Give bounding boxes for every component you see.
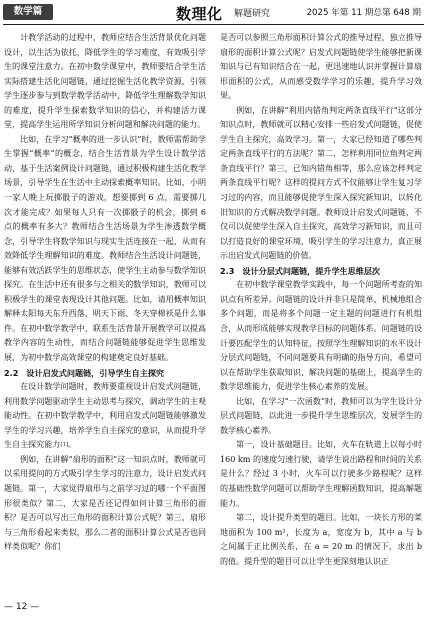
paragraph: 第一，设计基础题目。比如，火车在轨道上以每小时 160 km 的速度匀速行驶，请学生说出路程和时间的关系是什么？经过 3 小时，火车可以行驶多少路程呢？这样的基础性数学问题可以帮助学生理解函数知识，提高解题能力。 (220, 440, 422, 508)
paragraph: 计教学活动的过程中，教师应结合生活背景优化问题设计，以生活为依托，降低学生的学习难度，有效吸引学生的课堂注意力。在初中数学课堂中，教师要结合学生活实际搭建生活化问题链，通过挖掘生活化教学资源，引领学生逐步参与到数学教学活动中，降低学生理解数学知识的难度，提升学生探索数学知识的信心，并构建活力课堂，提高学生运用所学知识分析问题和解决问题的能力。 (4, 33, 206, 130)
journal-name: 数理化 (176, 5, 223, 23)
section-tag: 数学篇 (3, 4, 53, 20)
journal-subtitle: 解题研究 (234, 9, 271, 19)
issue-info: 2025 年第 11 期总第 648 期 (306, 8, 421, 18)
right-column (220, 31, 422, 569)
header-divider (3, 24, 424, 25)
paragraph: 例如，在讲解“利用内错角判定两条直线平行”这部分知识点时，教师就可以精心安排一些启发式问题链，促使学生自主探究，高效学习。第一，大家已经知道了哪些判定两条直线平行的方法呢？第二，怎样利用同位角判定两条直线平行？第三，已知内错角相等，那么应该怎样判定两条直线平行呢？这样的提问方式不仅能够让学生复习学习过的内容，而且能够促使学生深入探究新知识，以转化旧知识的方式解决数学问题。教师设计启发式问题链，不仅可以促使学生深入自主探究，高效学习新知识，而且可以打造良好的课堂环境，吸引学生的学习注意力，真正展示出启发式问题链的价值。 (220, 105, 422, 261)
paragraph: 例如，在讲解“扇形的面积”这一知识点时，教师就可以采用提问的方式吸引学生学习的注意力，设计启发式问题链。第一，大家觉得扇形与之前学习过的哪一个平面图形很类似？第二，大家是否还记得如何计算三角形的面积？是否可以写出三角形的面积计算公式呢？第三，扇形与三角形看起来类似，那么二者的面积计算公式是否也同样类似呢？你们 (4, 454, 206, 552)
paragraph: 是否可以参照三角形面积计算公式的推导过程，独立推导扇形的面积计算公式呢？启发式问题链使学生能够把新课知识与已有知识结合在一起，更迅速地认识并掌握计算扇形面积的公式，从而感受数学学习的乐趣，提升学习效果。 (220, 33, 422, 101)
section-heading-2-3: 2.3 设计分层式问题链，提升学生思维层次 (220, 265, 381, 276)
paragraph: 比如，在学习“一次函数”时，教师可以为学生设计分层式问题链，以此进一步提升学生思维层次，发展学生的数学核心素养。 (220, 396, 422, 435)
left-column (4, 31, 206, 555)
section-heading-2-2: 2.2 设计启发式问题链，引导学生自主探究 (4, 367, 165, 378)
page-number: — 12 — (4, 602, 40, 612)
paragraph-text: 在设计数学问题时，教师要重视设计启发式问题链，利用数学问题驱动学生主动思考与探究，调动学生的主观能动性。在初中数学教学中，利用启发式问题链能够激发学生的学习兴趣，培养学生自主探究的意识，从而提升学生自主探究能力 (4, 382, 206, 450)
page-header (0, 0, 427, 30)
paragraph: 在初中数学课堂教学实践中，每一个问题所考查的知识点有所差异。问题链的设计并非只是简单、机械地组合多个问题，而是将多个问题一定主题的问题进行有机组合，从而形成能够实现教学目标的问题体系。问题链的设计要匹配学生的认知特征，按照学生理解知识的水平设计分层式问题链，不同问题要具有明确的指导方向，希望可以在帮助学生获取知识、解决问题的基础上，提高学生的数学思维能力，促进学生核心素养的发展。 (220, 280, 422, 392)
paragraph: 第二，设计提升类型的题目。比如，一块长方形的菜地面积为 100 m²，长度为 a，宽度为 b，其中 a 与 b 之间属于正比例关系，在 a = 20 m 的情况下，求出 b 的值。提升型的题目可以让学生更深刻地认识正 (220, 513, 422, 566)
paragraph: 比如，在学习“概率的进一步认识”时，教师需帮助学生掌握“概率”的概念，结合生活背景为学生设计数学活动，基于生活案例设计问题链，通过积极构建生活化教学场景，引导学生在生活中主动探索概率知识。比如，小明一家人晚上玩掷骰子的游戏，想要掷到 6 点，需要掷几次才能完成？如果每人只有一次掷骰子的机会，掷到 6 点的概率有多大？教师结合生活场景为学生渗透数学概念，引导学生将数学知识与现实生活连接在一起，从而有效降低学生理解知识的难度。教师结合生活设计问题链，能够有效活跃学生的思维状态，使学生主动参与数学知识探究。在生活中还有很多与之相关的数学知识，教师可以积极学生的课堂表现设计其他问题。比如，请用概率知识解释太阳每天东升西落，明天下雨、冬天穿棉袄是什么事件。在初中数学教学中，联系生活背景开展教学可以提高教学内容的生动性，而结合问题链能够促进学生思维发展，为初中数学高效课堂的构建奠定良好基础。 (4, 134, 206, 363)
reference-mark: [1] (60, 442, 69, 449)
paragraph (4, 380, 206, 453)
paragraph-end: 。 (68, 440, 77, 450)
